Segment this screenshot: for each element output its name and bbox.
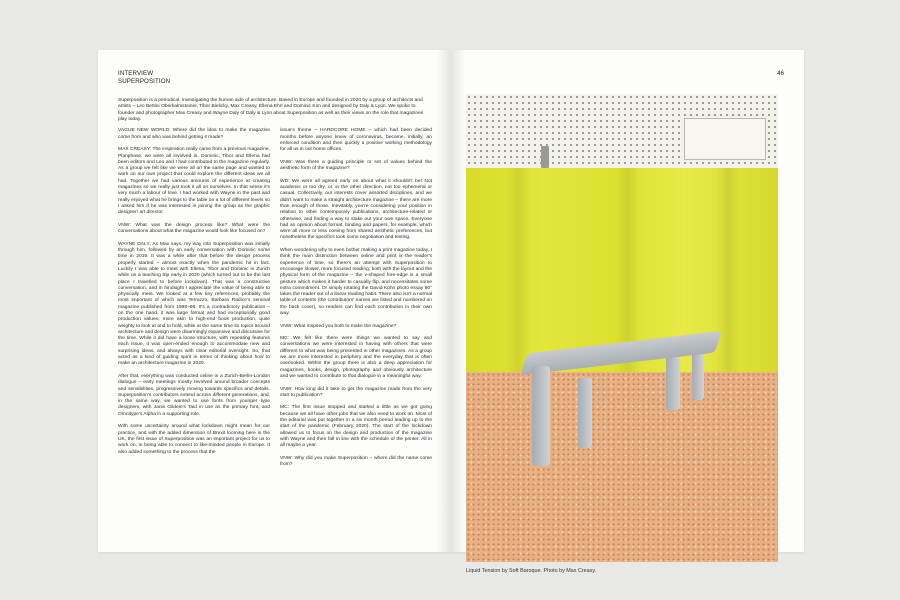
section-label: INTERVIEW [118, 70, 154, 77]
clamp-icon [541, 146, 549, 168]
bench-leg [578, 378, 592, 448]
paragraph: VNW: Was there a guiding principle or set of values behind the aesthetic form of the magazine? [280, 159, 432, 172]
paragraph: MAX CREASY: The inspiration really came from a previous magazine, Planphase, we were all involved in. Dominic, Tibor and Ellena had been editors and Leo and I had contributed to the magazine regularly. As a group we felt like we were all on the same page and wanted to work on our own project that could explore the different ideas we all had. Together we had various amounts of experience at creating magazines so we really just took it all on ourselves. In that sense it's very much a labour of love. I had worked with Wayne in the past and really enjoyed what he brings to the table on a lot of different levels so I asked him if he was interested in joining the group as the graphic designer/ art director. [118, 147, 270, 216]
paragraph: VNW: Why did you make Superposition – where did the name come from? [280, 455, 432, 468]
intro-paragraph: Superposition is a periodical, investigating the human side of architecture. Based in Europe and founded in 2020 by a group of architects and artists – Leo Bettini Oberkalmsteiner, Tibor Bielicky, Max Creasy, Ellena Ehrl and Dominic Kim and designed by Daly & Lyon. We spoke to founder and photographer Max Creasy and Wayne Daly of Daly & Lyon about Superposition as well as their views on the role that magazines play today. [118, 98, 424, 123]
text-columns [118, 128, 433, 474]
bench-leg [532, 366, 550, 466]
section-header [118, 70, 433, 85]
terrazzo-floor [466, 372, 778, 562]
paragraph: When wondering why to even bother making a print magazine today, I think the main distinction between online and print is the reader's experience of time, so there's an attempt with Superposition to encourage slower, more focused reading, both with the layout and the physical form of the magazine – the v-shaped fore-edge is a small gesture which makes it harder to casually flip, and necessitates some extra commitment. Or simply rotating the David Kohn photo essay 90° takes the reader out of a linear reading habit. There also isn't a normal table of contents (the contributors' names are listed and numbered on the back cover), so readers can find each contribution in their own way. [280, 248, 432, 316]
wall-panel [684, 118, 766, 160]
text-column-1 [118, 128, 270, 474]
paragraph: After that, everything was conducted online in a Zurich-Berlin-London dialogue – early meetings mostly revolved around broader concepts and sensibilities, progressively moving towards specifics and details. Superposition's contributors extend across different generations, and, in the same way, we wanted to use fonts from younger type designers, with Janis Gildein's Taid in use as the primary font, and Omnitype's Alpha in a supporting role. [118, 373, 270, 417]
left-page [98, 50, 451, 552]
photo-caption: Liquid Tension by Soft Baroque. Photo by Max Creasy. [466, 568, 597, 574]
bench-leg [666, 352, 680, 410]
paragraph: VAGUE NEW WORLD: Where did the idea to make the magazine come from and who was behind getting it made? [118, 128, 270, 140]
gutter-shadow [437, 50, 451, 552]
text-column-2 [280, 128, 432, 474]
page-number: 46 [777, 70, 784, 77]
paragraph: WAYNE DALY: As Max says, my way into Superposition was initially through him, followed by an early conversation with Dominic some time in 2019. It was a while after that before the design process properly started – almost exactly when the pandemic hit in fact. Luckily I was able to meet with Ellena, Tibor and Dominic in Zurich while on a teaching trip early in 2020 (which turned out to be the last place I travelled to before lockdown). That was a constructive conversation, and in hindsight I appreciate the value of being able to physically meet. We looked at a few key references, probably the most important of which was Terrazzo, Barbara Radice's seminal magazine published from 1988–96. It's a contradictory publication – on the one hand, it was large format and had exceptionally good production values, more akin to high-end book production, quite weighty to look at and to hold, while at the same time its topics around architecture and design were disarmingly expansive and discursive for the time. While it did have a loose structure, with repeating features each issue, it was open-ended enough to accommodate new and surprising ideas, and always with clear editorial oversight. So, that acted as a kind of guiding spirit in terms of thinking about how to make an architecture magazine in 2020. [118, 241, 270, 367]
paragraph: WD: We were all agreed early on about what it shouldn't be! Not academic or too dry, or, in the other direction, not too ephemeral or casual. Collectively, our interests cover assorted disciplines, and we didn't want to make a straight architecture magazine – there are more than enough of those. Inevitably, you're considering your position in relation to other contemporary publications, architecture-related or otherwise, and finding a way to stake out your own space. Everyone had an opinion about format, binding and papers, for example, which were all more or less coming from shared aesthetic preferences, but nonetheless the specifics took some negotiation and testing. [280, 178, 432, 241]
gutter-shadow [451, 50, 465, 552]
paragraph: VNW: What was the design process like? What were the conversations about what the magazine would look like focused on? [118, 222, 270, 235]
bench-photo [466, 94, 778, 562]
paragraph: MC: The first issue stopped and started a little as we got going because we all have other jobs that we also need to work on. Most of the editorial was put together in a six month period leading up to the start of the pandemic (February 2020). The start of the lockdown allowed us to focus on the design and production of the magazine with Wayne and then fall in line with the schedule of the printer. All in all maybe a year. [280, 405, 432, 449]
curtain-fold [506, 168, 530, 372]
paragraph: MC: We felt like there were things we wanted to say and conversations we were interested in having with others that were different to what was being presented in other magazines. As a group we are more interested in periphery and the everyday that is often overlooked. Within the group there is also a deep appreciation for magazines, books, design, photography and obviously architecture and we wanted to contribute to that dialogue in a meaningful way. [280, 336, 432, 379]
article-title: SUPERPOSITION [118, 77, 171, 85]
curtain-fold [716, 168, 740, 372]
paragraph: With some uncertainty around what lockdown might mean for our practice, and with the added dimension of Brexit looming here in the UK, the first issue of Superposition was an important project for us to work on, in being able to connect to like-minded people in Europe. It also added something to the process that the [118, 424, 270, 455]
paragraph: VNW: What inspired you both to make the magazine? [280, 323, 397, 329]
paragraph: VNW: How long did it take to get the magazine made from the very start to publication? [280, 386, 432, 398]
paragraph: issue's theme – HARDCORE HOME – which had been decided months before anyone knew of coronavirus, became, initially, an enforced condition and then quickly a positive working methodology for all us in our home offices. [280, 128, 432, 153]
magazine-spread [98, 50, 804, 574]
right-page [451, 50, 804, 574]
